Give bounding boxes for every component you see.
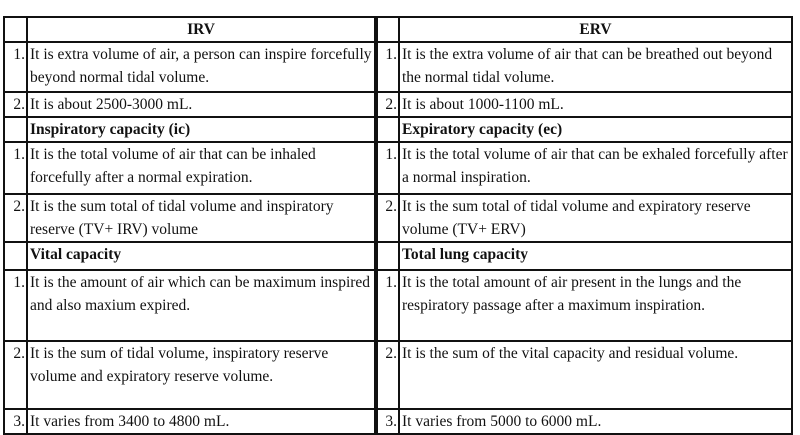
- item-number: 3.: [377, 409, 399, 434]
- item-number: 2.: [377, 194, 399, 242]
- item-number: [377, 117, 399, 142]
- item-number: 3.: [4, 409, 27, 434]
- item-text: It is the amount of air which can be maximum inspired and also maxium expired.: [27, 270, 375, 341]
- table-row: [4, 270, 375, 341]
- header-row: [377, 17, 792, 42]
- item-number: 2.: [4, 194, 27, 242]
- irv-table: [3, 16, 376, 435]
- blank-cell: [377, 17, 399, 42]
- item-number: 2.: [377, 341, 399, 409]
- table-row: [4, 92, 375, 117]
- header-row: [4, 17, 375, 42]
- item-text: It is about 2500-3000 mL.: [27, 92, 375, 117]
- column-title: IRV: [27, 17, 375, 42]
- item-number: 1.: [4, 42, 27, 92]
- erv-table: [376, 16, 793, 435]
- table-row: [377, 341, 792, 409]
- item-text: It is about 1000-1100 mL.: [399, 92, 792, 117]
- table-row: [377, 194, 792, 242]
- section-heading-row: [377, 117, 792, 142]
- section-heading: Expiratory capacity (ec): [399, 117, 792, 142]
- section-heading: Vital capacity: [27, 242, 375, 270]
- item-number: 1.: [377, 142, 399, 194]
- item-text: It is the sum of the vital capacity and residual volume.: [399, 341, 792, 409]
- item-text: It is the total volume of air that can be exhaled forcefully after a normal inspiration.: [399, 142, 792, 194]
- table-row: [377, 409, 792, 434]
- item-text: It is the total amount of air present in the lungs and the respiratory passage after a maximum inspiration.: [399, 270, 792, 341]
- column-title: ERV: [399, 17, 792, 42]
- item-text: It is the sum total of tidal volume and expiratory reserve volume (TV+ ERV): [399, 194, 792, 242]
- blank-cell: [4, 17, 27, 42]
- table-row: [377, 270, 792, 341]
- table-row: [377, 92, 792, 117]
- item-number: 1.: [4, 270, 27, 341]
- section-heading-row: [377, 242, 792, 270]
- item-text: It is the total volume of air that can be inhaled forcefully after a normal expiration.: [27, 142, 375, 194]
- item-number: 2.: [4, 92, 27, 117]
- table-row: [4, 194, 375, 242]
- item-text: It is extra volume of air, a person can inspire forcefully beyond normal tidal volume.: [27, 42, 375, 92]
- table-row: [4, 341, 375, 409]
- item-number: [377, 242, 399, 270]
- item-text: It varies from 5000 to 6000 mL.: [399, 409, 792, 434]
- table-row: [377, 42, 792, 92]
- item-number: 1.: [377, 42, 399, 92]
- section-heading-row: [4, 117, 375, 142]
- table-row: [4, 409, 375, 434]
- item-text: It is the sum of tidal volume, inspiratory reserve volume and expiratory reserve volume.: [27, 341, 375, 409]
- item-text: It is the extra volume of air that can be breathed out beyond the normal tidal volume.: [399, 42, 792, 92]
- item-number: [4, 242, 27, 270]
- table-row: [4, 42, 375, 92]
- item-number: 2.: [377, 92, 399, 117]
- section-heading: Total lung capacity: [399, 242, 792, 270]
- item-number: 2.: [4, 341, 27, 409]
- item-text: It is the sum total of tidal volume and inspiratory reserve (TV+ IRV) volume: [27, 194, 375, 242]
- section-heading: Inspiratory capacity (ic): [27, 117, 375, 142]
- table-row: [4, 142, 375, 194]
- item-text: It varies from 3400 to 4800 mL.: [27, 409, 375, 434]
- item-number: 1.: [4, 142, 27, 194]
- section-heading-row: [4, 242, 375, 270]
- table-row: [377, 142, 792, 194]
- item-number: 1.: [377, 270, 399, 341]
- item-number: [4, 117, 27, 142]
